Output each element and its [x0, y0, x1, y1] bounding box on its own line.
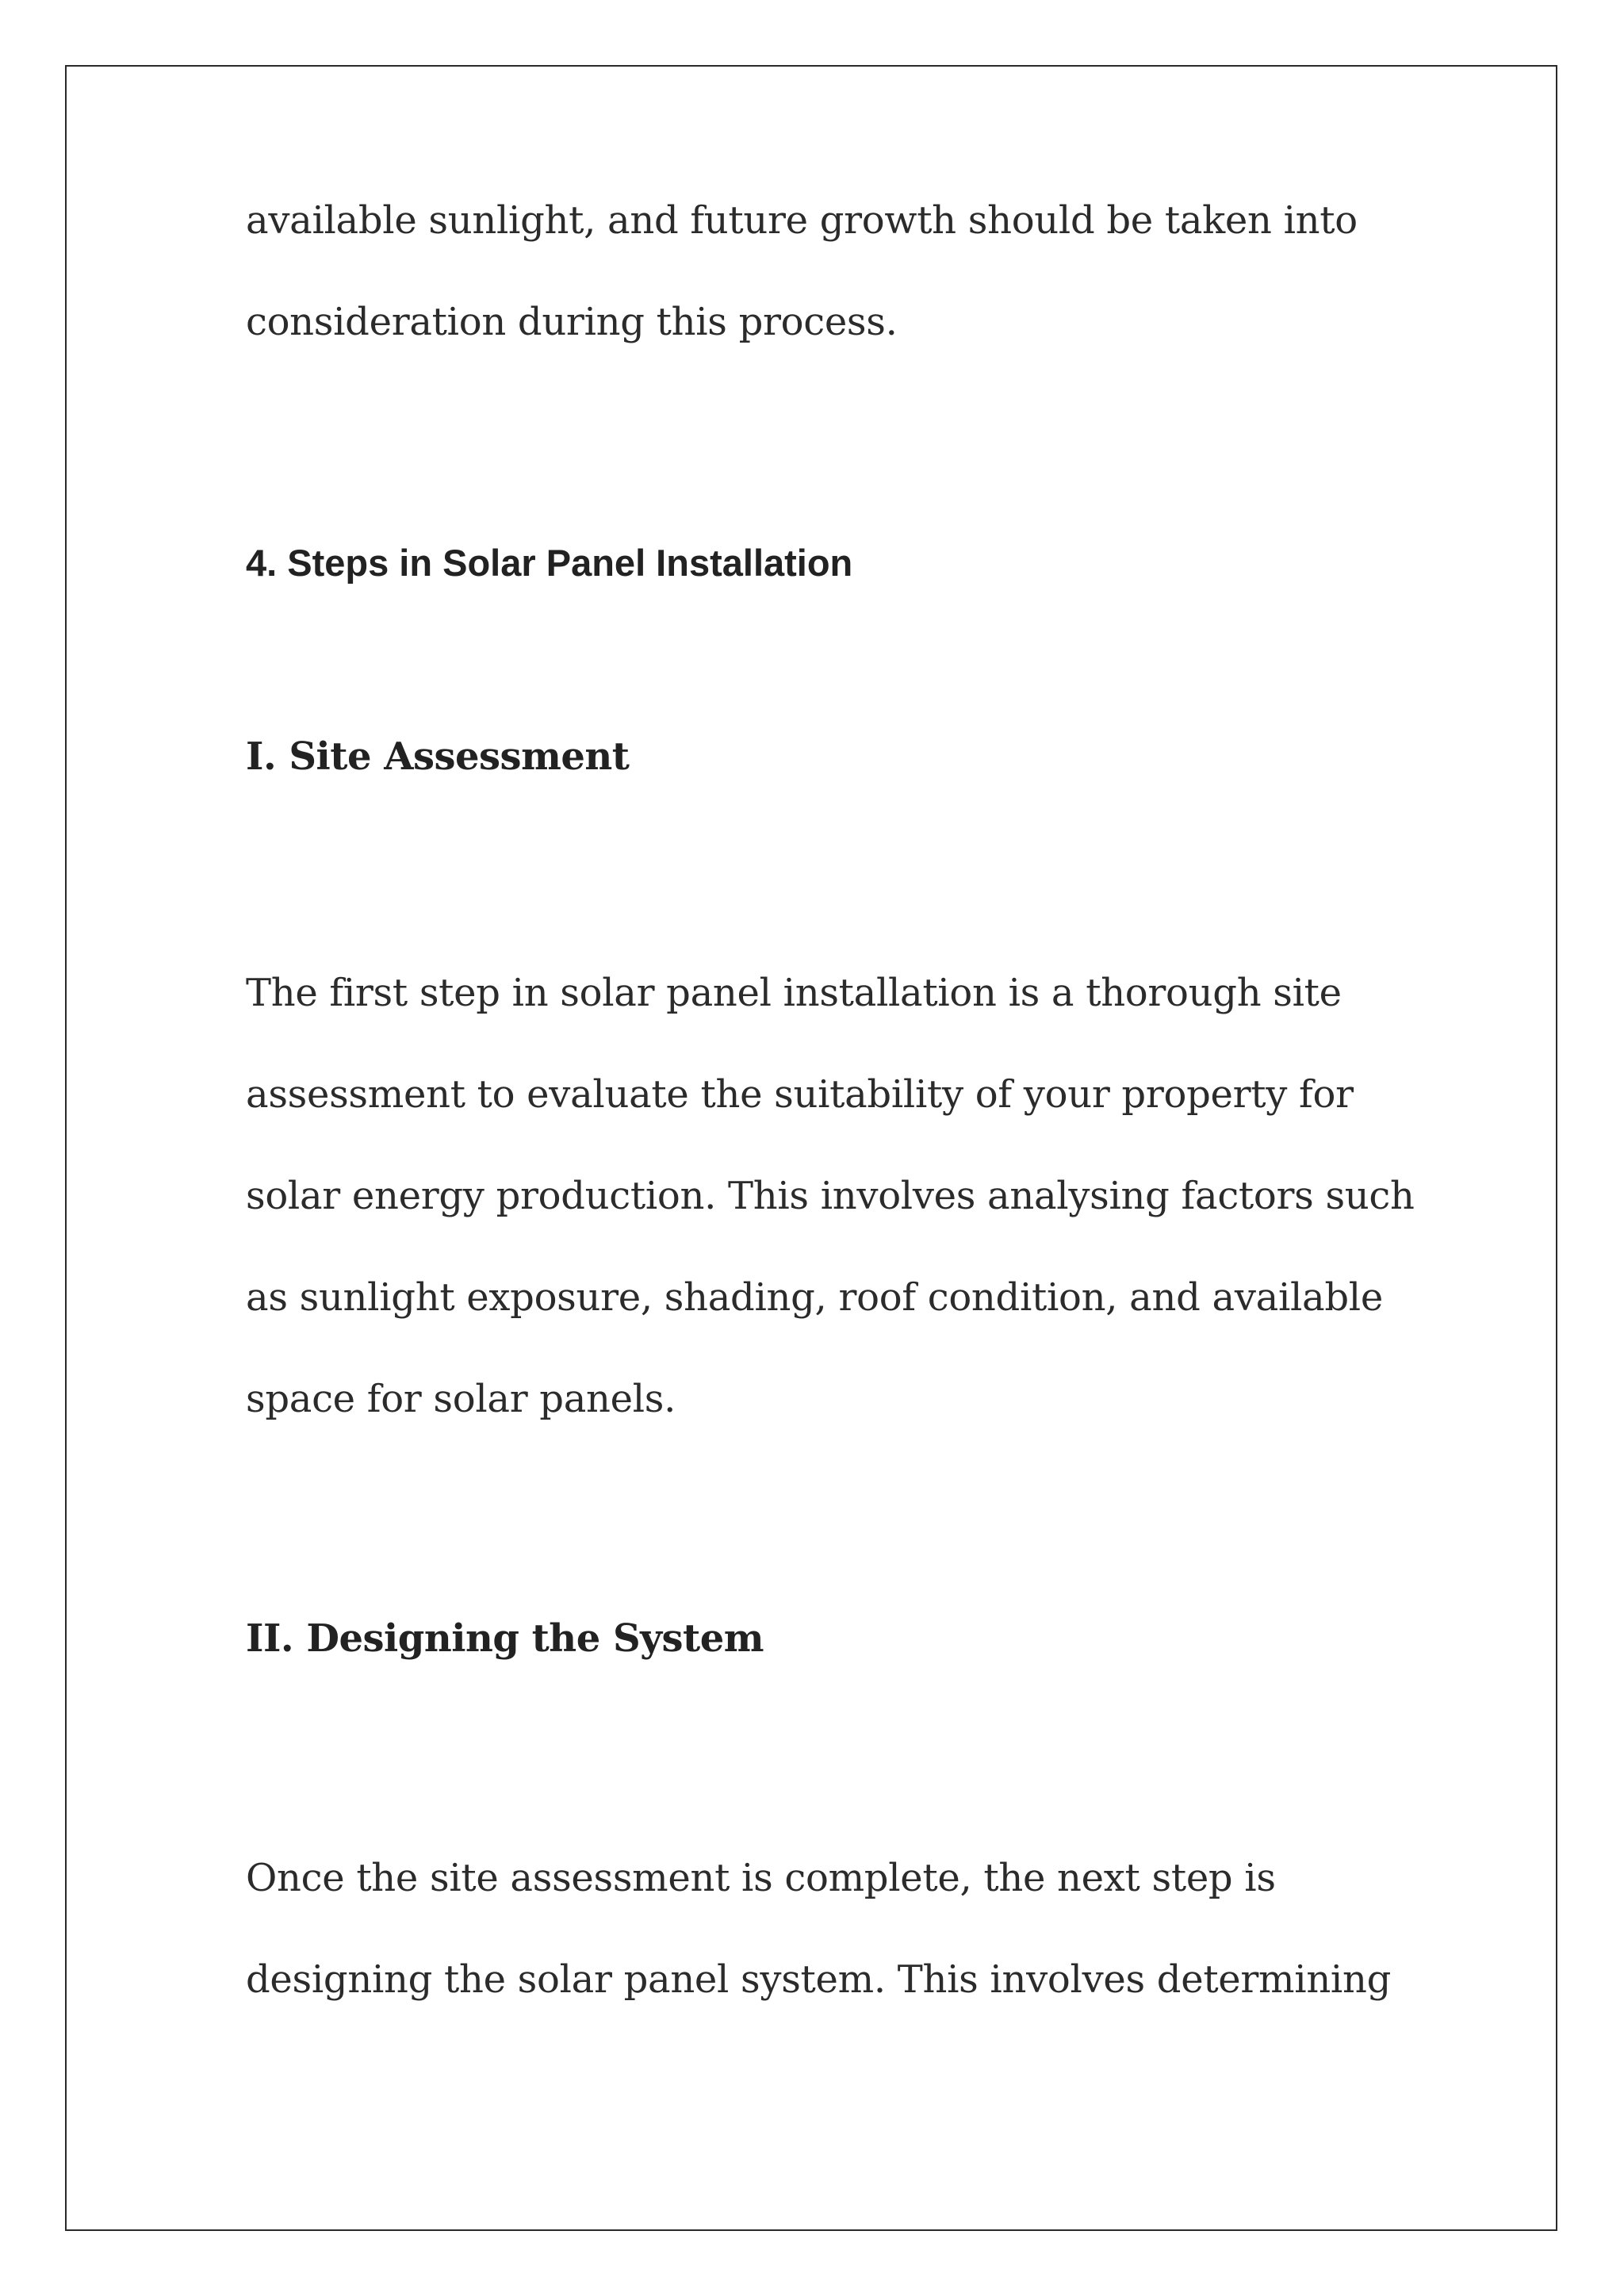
body-text-line: solar energy production. This involves analysing factors such	[246, 1174, 1415, 1218]
body-text-line: consideration during this process.	[246, 300, 898, 344]
body-text-line: assessment to evaluate the suitability of your property for	[246, 1072, 1354, 1117]
page-border	[65, 65, 1557, 2231]
body-text-line: designing the solar panel system. This involves determining	[246, 1957, 1392, 2002]
body-text-line: as sunlight exposure, shading, roof condition, and available	[246, 1275, 1383, 1320]
section-heading: 4. Steps in Solar Panel Installation	[246, 542, 853, 584]
body-text-line: available sunlight, and future growth should be taken into	[246, 198, 1358, 243]
body-text-line: space for solar panels.	[246, 1377, 676, 1421]
subsection-heading: II. Designing the System	[246, 1616, 764, 1661]
subsection-heading: I. Site Assessment	[246, 734, 630, 779]
body-text-line: The first step in solar panel installation is a thorough site	[246, 971, 1342, 1015]
body-text-line: Once the site assessment is complete, the next step is	[246, 1856, 1276, 1900]
